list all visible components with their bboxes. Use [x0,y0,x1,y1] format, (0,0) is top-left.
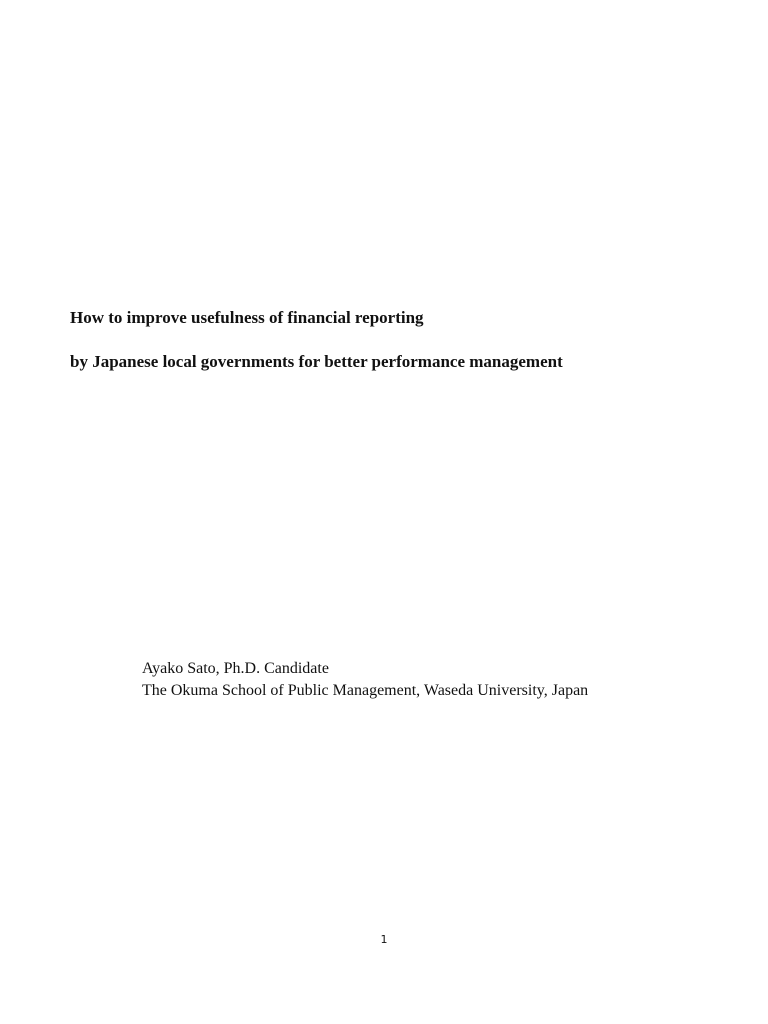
title-line-1: How to improve usefulness of financial reporting [70,308,424,327]
page-number: 1 [380,933,388,946]
author-affiliation: The Okuma School of Public Management, Waseda University, Japan [142,682,589,699]
author-name: Ayako Sato, Ph.D. Candidate [142,660,329,677]
title-line-2: by Japanese local governments for better performance management [70,352,563,371]
author-block [142,658,588,702]
